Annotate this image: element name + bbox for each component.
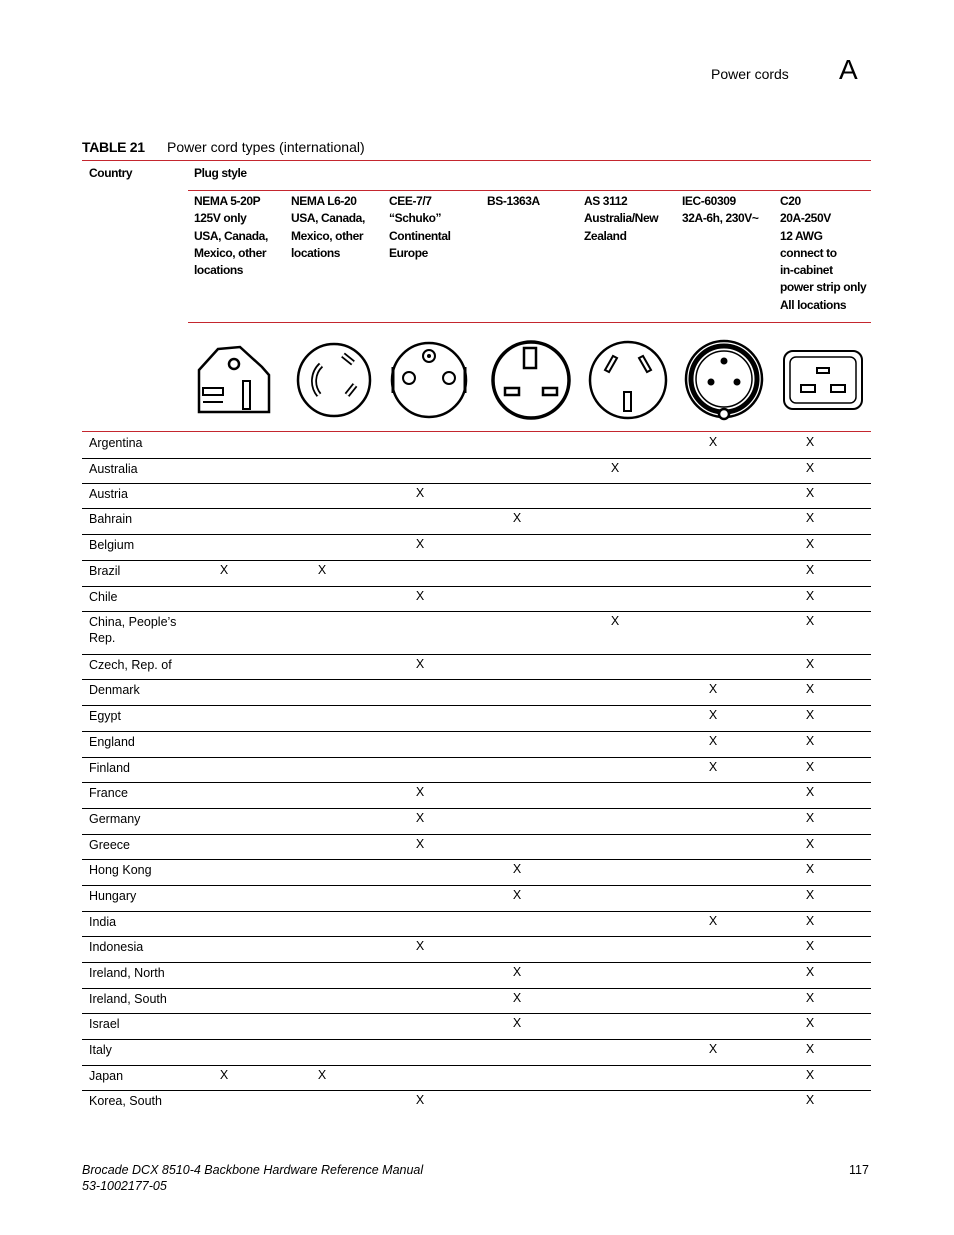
row-divider [82, 586, 871, 587]
plug-column-header: C20 20A-250V 12 AWG connect to in-cabinet power strip only All locations [780, 194, 867, 312]
plug-mark: X [512, 888, 522, 902]
plug-mark: X [805, 862, 815, 876]
as-3112-plug-icon [585, 337, 671, 423]
country-cell: Bahrain [89, 512, 133, 526]
table-top-rule [82, 160, 871, 161]
plug-mark: X [708, 734, 718, 748]
row-divider [82, 808, 871, 809]
nema-5-20p-plug-icon [192, 337, 278, 423]
row-divider [82, 834, 871, 835]
row-divider [82, 560, 871, 561]
plug-mark: X [805, 1016, 815, 1030]
plug-mark: X [805, 760, 815, 774]
plug-mark: X [805, 734, 815, 748]
c20-plug-icon [780, 337, 866, 423]
plug-mark: X [805, 708, 815, 722]
row-divider [82, 534, 871, 535]
country-cell: Denmark [89, 683, 140, 697]
page-number: 117 [849, 1163, 869, 1177]
table-title: Power cord types (international) [167, 139, 365, 155]
country-cell: Greece [89, 838, 130, 852]
country-cell: Austria [89, 487, 128, 501]
plug-mark: X [805, 965, 815, 979]
country-cell: Australia [89, 462, 138, 476]
row-divider [82, 962, 871, 963]
plug-mark: X [708, 1042, 718, 1056]
plug-column-header: BS-1363A [487, 194, 540, 208]
country-cell: Argentina [89, 436, 143, 450]
plug-mark: X [805, 682, 815, 696]
country-cell: Italy [89, 1043, 112, 1057]
plug-mark: X [415, 811, 425, 825]
plug-mark: X [708, 914, 718, 928]
plug-style-header: Plug style [194, 166, 247, 180]
plug-mark: X [708, 682, 718, 696]
plug-mark: X [805, 657, 815, 671]
plug-mark: X [415, 1093, 425, 1107]
appendix-letter: A [839, 54, 858, 85]
plug-mark: X [415, 939, 425, 953]
plug-mark: X [805, 888, 815, 902]
country-cell: Brazil [89, 564, 121, 578]
row-divider [82, 731, 871, 732]
plug-mark: X [610, 461, 620, 475]
plug-column-header: NEMA L6-20 USA, Canada, Mexico, other locations [291, 194, 365, 260]
plug-mark: X [805, 435, 815, 449]
country-cell: China, People’s Rep. [89, 615, 177, 645]
plug-mark: X [805, 1068, 815, 1082]
plug-mark: X [512, 965, 522, 979]
plug-mark: X [415, 837, 425, 851]
plug-mark: X [512, 991, 522, 1005]
country-cell: Chile [89, 590, 118, 604]
row-divider [82, 885, 871, 886]
plug-mark: X [805, 511, 815, 525]
plug-mark: X [415, 589, 425, 603]
plug-style-rule [188, 190, 871, 191]
country-cell: Korea, South [89, 1094, 162, 1108]
plug-mark: X [317, 563, 327, 577]
plug-mark: X [415, 537, 425, 551]
country-cell: Finland [89, 761, 130, 775]
plug-mark: X [415, 657, 425, 671]
running-header-section: Power cords [711, 66, 789, 82]
row-divider [82, 483, 871, 484]
country-cell: Japan [89, 1069, 124, 1083]
schuko-plug-icon [386, 337, 472, 423]
country-cell: India [89, 915, 117, 929]
row-divider [82, 1090, 871, 1091]
column-header-rule [188, 322, 871, 323]
plug-column-header: NEMA 5-20P 125V only USA, Canada, Mexico, other locations [194, 194, 268, 278]
row-divider [82, 458, 871, 459]
row-divider [82, 859, 871, 860]
country-cell: France [89, 786, 128, 800]
row-divider [82, 911, 871, 912]
plug-mark: X [610, 614, 620, 628]
plug-column-header: IEC-60309 32A-6h, 230V~ [682, 194, 759, 226]
country-cell: England [89, 735, 135, 749]
plug-mark: X [415, 785, 425, 799]
plug-mark: X [805, 614, 815, 628]
plug-mark: X [805, 991, 815, 1005]
country-cell: Hong Kong [89, 863, 152, 877]
country-cell: Israel [89, 1017, 120, 1031]
plug-mark: X [805, 589, 815, 603]
plug-column-header: CEE-7/7 “Schuko” Continental Europe [389, 194, 451, 260]
plug-mark: X [415, 486, 425, 500]
country-cell: Hungary [89, 889, 137, 903]
row-divider [82, 508, 871, 509]
plug-mark: X [317, 1068, 327, 1082]
plug-mark: X [512, 511, 522, 525]
table-label: TABLE 21 [82, 139, 145, 155]
row-divider [82, 1039, 871, 1040]
plug-column-header: AS 3112 Australia/New Zealand [584, 194, 659, 243]
row-divider [82, 1065, 871, 1066]
bs-1363a-plug-icon [488, 337, 574, 423]
plug-mark: X [219, 1068, 229, 1082]
plug-mark: X [708, 708, 718, 722]
plug-mark: X [219, 563, 229, 577]
plug-mark: X [805, 914, 815, 928]
row-divider [82, 757, 871, 758]
plug-mark: X [512, 1016, 522, 1030]
plug-mark: X [805, 785, 815, 799]
plug-mark: X [805, 811, 815, 825]
manual-title: Brocade DCX 8510-4 Backbone Hardware Reference Manual [82, 1163, 424, 1177]
country-cell: Ireland, North [89, 966, 165, 980]
plug-mark: X [805, 1093, 815, 1107]
plug-mark: X [708, 435, 718, 449]
plug-mark: X [805, 461, 815, 475]
plug-mark: X [805, 1042, 815, 1056]
plug-mark: X [805, 537, 815, 551]
plug-mark: X [805, 939, 815, 953]
country-cell: Ireland, South [89, 992, 167, 1006]
plug-mark: X [708, 760, 718, 774]
plug-mark: X [805, 837, 815, 851]
country-column-header: Country [89, 166, 133, 180]
row-divider [82, 705, 871, 706]
row-divider [82, 679, 871, 680]
row-divider [82, 1013, 871, 1014]
row-divider [82, 782, 871, 783]
country-cell: Egypt [89, 709, 121, 723]
country-cell: Belgium [89, 538, 135, 552]
country-cell: Germany [89, 812, 141, 826]
nema-l6-20-plug-icon [291, 337, 377, 423]
iec-60309-plug-icon [681, 337, 767, 423]
row-divider [82, 936, 871, 937]
table-header-bottom-rule [82, 431, 871, 432]
plug-mark: X [512, 862, 522, 876]
plug-mark: X [805, 563, 815, 577]
country-cell: Indonesia [89, 940, 144, 954]
row-divider [82, 654, 871, 655]
row-divider [82, 988, 871, 989]
plug-mark: X [805, 486, 815, 500]
document-number: 53-1002177-05 [82, 1179, 167, 1193]
row-divider [82, 611, 871, 612]
country-cell: Czech, Rep. of [89, 658, 172, 672]
